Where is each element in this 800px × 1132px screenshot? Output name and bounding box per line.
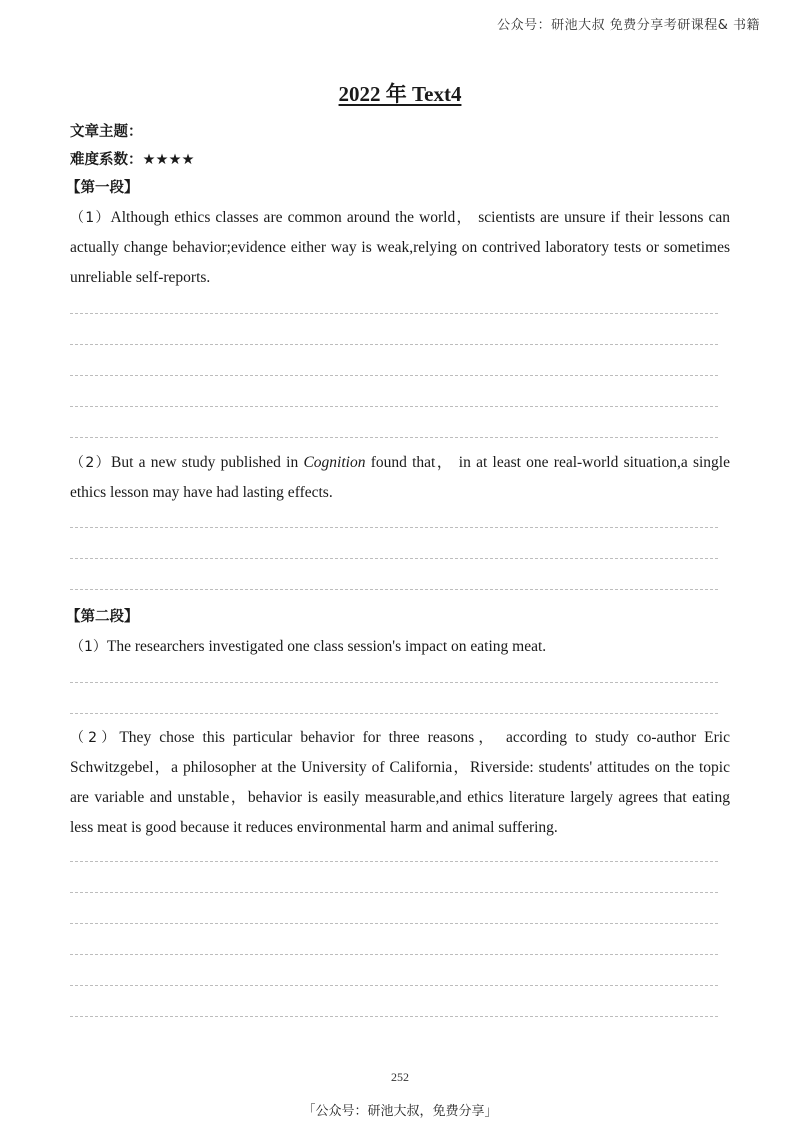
answer-line bbox=[70, 713, 718, 714]
answer-line bbox=[70, 558, 718, 559]
sentence-text-after: found that， in at least one real-world situation,a single ethics lesson may have had lasting effects. bbox=[70, 454, 730, 501]
footer-note: 「公众号：研池大叔，免费分享」 bbox=[302, 1104, 498, 1119]
difficulty-stars: ★★★★ bbox=[142, 152, 195, 168]
sentence-number: （1） bbox=[70, 639, 107, 655]
sentence-text: Although ethics classes are common around the world， scientists are unsure if their lessons can actually change behavior;evidence either way is weak,relying on contrived laboratory tests or sometimes unreliable self-reports. bbox=[70, 209, 730, 286]
section-label-2: 【第二段】 bbox=[66, 609, 139, 625]
answer-line bbox=[70, 344, 718, 345]
answer-line bbox=[70, 589, 718, 590]
page-title: 2022 年 Text4 bbox=[338, 82, 462, 106]
answer-line bbox=[70, 1016, 718, 1017]
answer-line bbox=[70, 313, 718, 314]
page-number: 252 bbox=[391, 1070, 409, 1084]
answer-line bbox=[70, 954, 718, 955]
topic-label: 文章主题： bbox=[70, 124, 143, 140]
sentence-text-before: But a new study published in bbox=[111, 454, 304, 471]
journal-name: Cognition bbox=[303, 454, 366, 471]
sentence-number: （2） bbox=[70, 730, 120, 746]
answer-line bbox=[70, 923, 718, 924]
sentence-1-1 bbox=[70, 203, 730, 293]
sentence-text: They chose this particular behavior for three reasons， according to study co-author Eric Schwitzgebel，a philosopher at the University of California，Riverside: students' attitudes on the topic are variable and unstable，behavior is easily measurable,and ethics literature largely agrees that eating less meat is good because it reduces environmental harm and animal suffering. bbox=[70, 729, 730, 836]
sentence-2-2 bbox=[70, 723, 730, 843]
difficulty-row bbox=[70, 148, 195, 169]
answer-line bbox=[70, 375, 718, 376]
answer-line bbox=[70, 406, 718, 407]
answer-line bbox=[70, 527, 718, 528]
header-note: 公众号：研池大叔 免费分享考研课程& 书籍 bbox=[497, 18, 760, 33]
section-label-1: 【第一段】 bbox=[66, 180, 139, 196]
difficulty-label: 难度系数： bbox=[70, 152, 143, 168]
sentence-1-2 bbox=[70, 448, 730, 508]
sentence-text: The researchers investigated one class session's impact on eating meat. bbox=[106, 638, 547, 655]
answer-line bbox=[70, 682, 718, 683]
answer-line bbox=[70, 892, 718, 893]
sentence-2-1 bbox=[70, 632, 730, 662]
answer-line bbox=[70, 861, 718, 862]
sentence-number: （1） bbox=[70, 210, 111, 226]
sentence-number: （2） bbox=[70, 455, 111, 471]
answer-line bbox=[70, 437, 718, 438]
answer-line bbox=[70, 985, 718, 986]
